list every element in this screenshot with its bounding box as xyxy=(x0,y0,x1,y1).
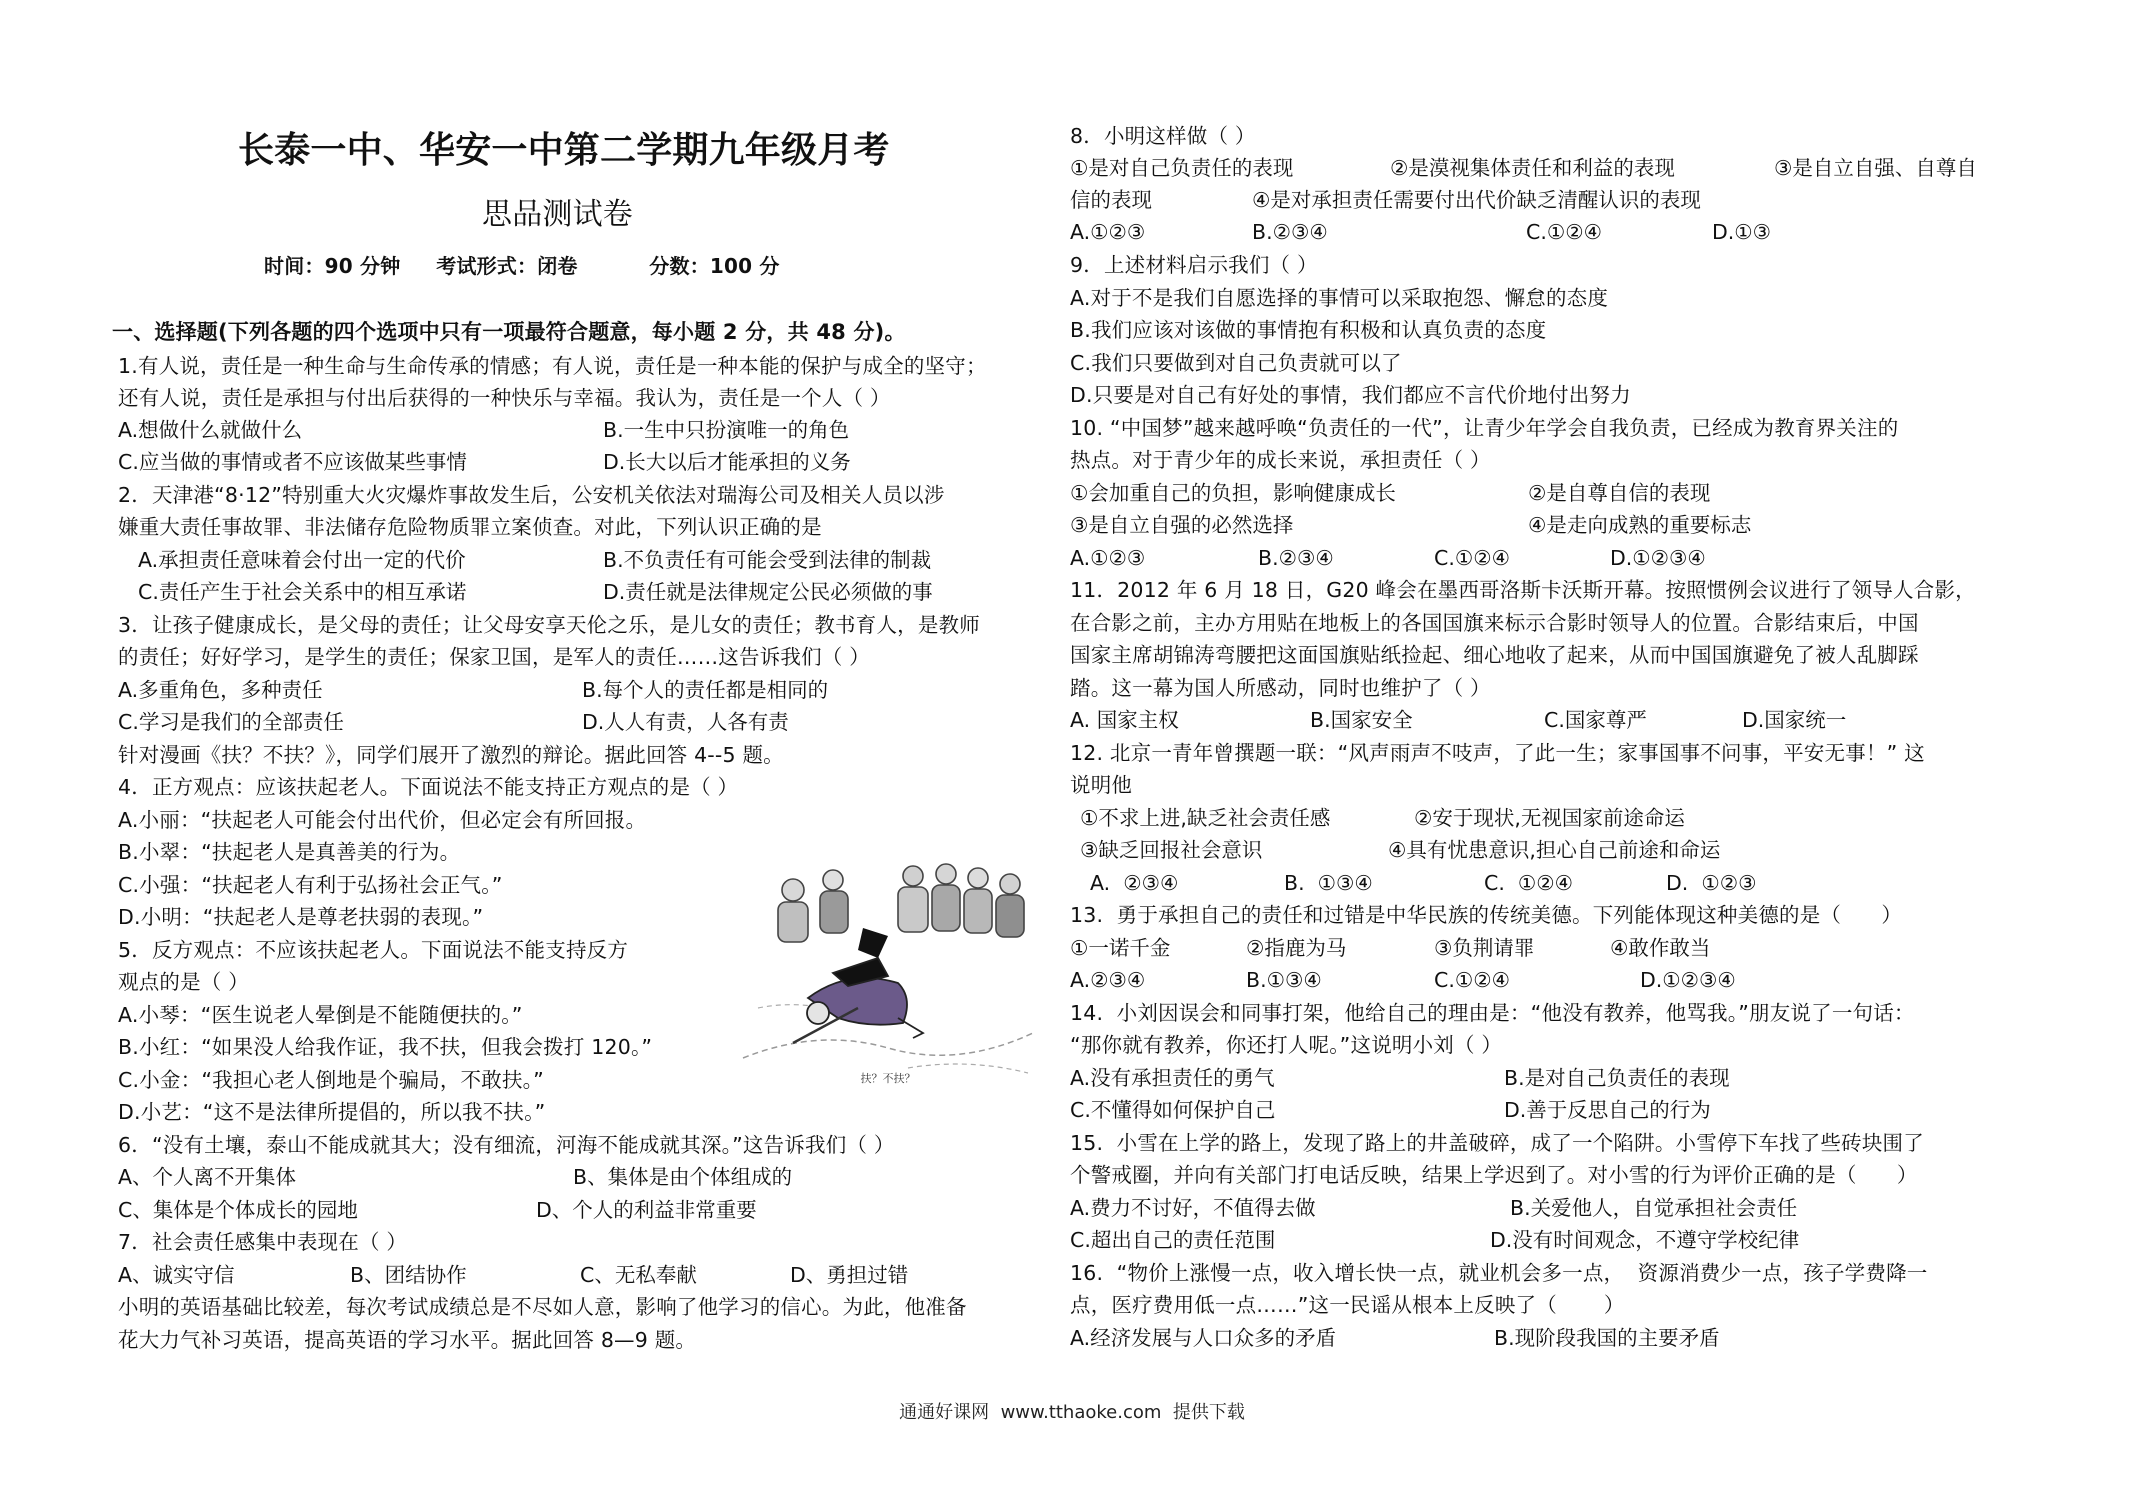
cartoon-drawing xyxy=(738,858,1038,1088)
q12-option-b: B. ①③④ xyxy=(1284,871,1373,895)
q5-option-a: A.小琴：“医生说老人晕倒是不能随便扶的。” xyxy=(118,1003,523,1027)
q15-option-c: C.超出自己的责任范围 xyxy=(1070,1228,1276,1252)
q2-option-c: C.责任产生于社会关系中的相互承诺 xyxy=(138,580,467,604)
cartoon-image xyxy=(738,858,1038,1088)
q7-option-b: B、团结协作 xyxy=(350,1263,467,1287)
q10-statements xyxy=(1070,511,1988,539)
q13-option-b: B.①③④ xyxy=(1246,968,1322,992)
q14-stem: “那你就有教养，你还打人呢。”这说明小刘（ ） xyxy=(1070,1033,1503,1057)
q9-option-c: C.我们只要做到对自己负责就可以了 xyxy=(1070,351,1402,375)
q10-statements xyxy=(1070,479,1988,507)
q12-statement-1: ①不求上进,缺乏社会责任感 xyxy=(1080,806,1331,830)
intro-8-9: 小明的英语基础比较差，每次考试成绩总是不尽如人意，影响了他学习的信心。为此，他准备 xyxy=(118,1295,967,1319)
q14-option-b: B.是对自己负责任的表现 xyxy=(1504,1066,1730,1090)
q14-option-c: C.不懂得如何保护自己 xyxy=(1070,1098,1276,1122)
q10-options xyxy=(1070,544,1988,572)
q16-stem: 点，医疗费用低一点……”这一民谣从根本上反映了（ ） xyxy=(1070,1293,1625,1317)
q7-options xyxy=(118,1261,1036,1289)
q1-stem: 1.有人说，责任是一种生命与生命传承的情感；有人说，责任是一种本能的保护与成全的坚守； xyxy=(118,354,987,378)
q3-option-b: B.每个人的责任都是相同的 xyxy=(582,678,829,702)
q13-options xyxy=(1070,966,1988,994)
q15-option-d: D.没有时间观念，不遵守学校纪律 xyxy=(1490,1228,1800,1252)
cartoon-caption: 扶？不扶？ xyxy=(860,1073,916,1085)
q2-option-a: A.承担责任意味着会付出一定的代价 xyxy=(138,548,466,572)
q12-statement-2: ②安于现状,无视国家前途命运 xyxy=(1414,806,1685,830)
q13-stem: 13. 勇于承担自己的责任和过错是中华民族的传统美德。下列能体现这种美德的是（ ） xyxy=(1070,903,1903,927)
q6-option-a: A、个人离不开集体 xyxy=(118,1165,297,1189)
q12-statements xyxy=(1070,804,1988,832)
q13-statement-4: ④敢作敢当 xyxy=(1610,936,1711,960)
q1-option-a: A.想做什么就做什么 xyxy=(118,418,303,442)
q6-option-d: D、个人的利益非常重要 xyxy=(536,1198,757,1222)
q14-option-d: D.善于反思自己的行为 xyxy=(1504,1098,1711,1122)
q15-option-a: A.费力不讨好，不值得去做 xyxy=(1070,1196,1316,1220)
q12-option-c: C. ①②④ xyxy=(1484,871,1573,895)
footer-watermark: 通通好课网 www.tthaoke.com 提供下载 xyxy=(899,1402,1245,1423)
q14-options xyxy=(1070,1064,1988,1092)
q9-option-d: D.只要是对自己有好处的事情，我们都应不言代价地付出努力 xyxy=(1070,383,1631,407)
q8-statements xyxy=(1070,186,1988,214)
q11-stem: 踏。这一幕为国人所感动，同时也维护了（ ） xyxy=(1070,676,1491,700)
q8-option-d: D.①③ xyxy=(1712,220,1772,244)
q5-stem: 5．反方观点：不应该扶起老人。下面说法不能支持反方 xyxy=(118,938,629,962)
q14-stem: 14. 小刘因误会和同事打架，他给自己的理由是：“他没有教养，他骂我。”朋友说了一句话： xyxy=(1070,1001,1915,1025)
q5-option-c: C.小金：“我担心老人倒地是个骗局，不敢扶。” xyxy=(118,1068,544,1092)
q10-statement-3: ③是自立自强的必然选择 xyxy=(1070,513,1294,537)
q10-stem: 10. “中国梦”越来越呼唤“负责任的一代”，让青少年学会自我负责，已经成为教育界关注的 xyxy=(1070,416,1899,440)
q15-stem: 15. 小雪在上学的路上，发现了路上的井盖破碎，成了一个陷阱。小雪停下车找了些砖块围了 xyxy=(1070,1131,1924,1155)
q10-statement-2: ②是自尊自信的表现 xyxy=(1528,481,1711,505)
q12-statements xyxy=(1070,836,1988,864)
q10-option-b: B.②③④ xyxy=(1258,546,1334,570)
q8-statement-3-cont: 信的表现 xyxy=(1070,188,1152,212)
q2-options xyxy=(118,546,1036,574)
q1-options xyxy=(118,448,1036,476)
q4-option-a: A.小丽：“扶起老人可能会付出代价，但必定会有所回报。 xyxy=(118,808,647,832)
q1-options xyxy=(118,416,1036,444)
q2-option-d: D.责任就是法律规定公民必须做的事 xyxy=(603,580,933,604)
q1-option-d: D.长大以后才能承担的义务 xyxy=(603,450,851,474)
q6-options xyxy=(118,1196,1036,1224)
q16-option-a: A.经济发展与人口众多的矛盾 xyxy=(1070,1326,1337,1350)
q2-option-b: B.不负责任有可能会受到法律的制裁 xyxy=(603,548,932,572)
q6-option-b: B、集体是由个体组成的 xyxy=(573,1165,793,1189)
q6-options xyxy=(118,1163,1036,1191)
q4-option-b: B.小翠：“扶起老人是真善美的行为。 xyxy=(118,840,461,864)
q13-statements xyxy=(1070,934,1988,962)
intro-8-9: 花大力气补习英语，提高英语的学习水平。据此回答 8—9 题。 xyxy=(118,1328,697,1352)
q7-option-c: C、无私奉献 xyxy=(580,1263,697,1287)
q10-stem: 热点。对于青少年的成长来说，承担责任（ ） xyxy=(1070,448,1491,472)
q14-options xyxy=(1070,1096,1988,1124)
q3-option-c: C.学习是我们的全部责任 xyxy=(118,710,344,734)
q7-option-d: D、勇担过错 xyxy=(790,1263,909,1287)
q12-stem: 12. 北京一青年曾撰题一联：“风声雨声不吱声，了此一生；家事国事不问事，平安无事！” 这 xyxy=(1070,741,1925,765)
q12-option-a: A. ②③④ xyxy=(1090,871,1179,895)
q12-option-d: D. ①②③ xyxy=(1666,871,1757,895)
q4-stem: 4．正方观点：应该扶起老人。下面说法不能支持正方观点的是（ ） xyxy=(118,775,739,799)
q11-options xyxy=(1070,706,1988,734)
q3-stem: 3．让孩子健康成长，是父母的责任；让父母安享天伦之乐，是儿女的责任；教书育人，是教师 xyxy=(118,613,980,637)
exam-subtitle: 思品测试卷 xyxy=(482,197,633,232)
q5-stem: 观点的是（ ） xyxy=(118,970,249,994)
q11-stem: 11．2012 年 6 月 18 日，G20 峰会在墨西哥洛斯卡沃斯开幕。按照惯例会议进行了领导人合影， xyxy=(1070,578,1976,602)
q16-options xyxy=(1070,1324,1988,1352)
q13-option-d: D.①②③④ xyxy=(1640,968,1736,992)
q12-stem: 说明他 xyxy=(1070,773,1133,797)
q5-option-b: B.小红：“如果没人给我作证，我不扶，但我会拨打 120。” xyxy=(118,1035,653,1059)
exam-meta: 时间：90 分钟 考试形式：闭卷 分数：100 分 xyxy=(264,254,780,278)
q11-option-c: C.国家尊严 xyxy=(1544,708,1647,732)
q6-stem: 6．“没有土壤，泰山不能成就其大；没有细流，河海不能成就其深。”这告诉我们（ ） xyxy=(118,1133,895,1157)
q13-option-a: A.②③④ xyxy=(1070,968,1146,992)
q3-stem: 的责任；好好学习，是学生的责任；保家卫国，是军人的责任……这告诉我们（ ） xyxy=(118,645,870,669)
q8-statement-2: ②是漠视集体责任和利益的表现 xyxy=(1390,156,1675,180)
q8-statement-3: ③是自立自强、自尊自 xyxy=(1774,156,1977,180)
q16-option-b: B.现阶段我国的主要矛盾 xyxy=(1494,1326,1720,1350)
q13-statement-1: ①一诺千金 xyxy=(1070,936,1171,960)
q2-options xyxy=(118,578,1036,606)
q11-option-b: B.国家安全 xyxy=(1310,708,1413,732)
q8-statements xyxy=(1070,154,1988,182)
q11-option-a: A. 国家主权 xyxy=(1070,708,1179,732)
q8-options xyxy=(1070,218,1988,246)
q3-options xyxy=(118,676,1036,704)
q15-options xyxy=(1070,1194,1988,1222)
q3-option-a: A.多重角色，多种责任 xyxy=(118,678,323,702)
q7-option-a: A、诚实守信 xyxy=(118,1263,235,1287)
q4-option-c: C.小强：“扶起老人有利于弘扬社会正气。” xyxy=(118,873,503,897)
q6-option-c: C、集体是个体成长的园地 xyxy=(118,1198,358,1222)
q8-option-a: A.①②③ xyxy=(1070,220,1146,244)
q12-statement-4: ④具有忧患意识,担心自己前途和命运 xyxy=(1388,838,1721,862)
q9-option-a: A.对于不是我们自愿选择的事情可以采取抱怨、懈怠的态度 xyxy=(1070,286,1609,310)
q2-stem: 2．天津港“8·12”特别重大火灾爆炸事故发生后，公安机关依法对瑞海公司及相关人员以涉 xyxy=(118,483,945,507)
q10-statement-1: ①会加重自己的负担，影响健康成长 xyxy=(1070,481,1396,505)
q11-stem: 国家主席胡锦涛弯腰把这面国旗贴纸捡起、细心地收了起来，从而中国国旗避免了被人乱脚踩 xyxy=(1070,643,1919,667)
q13-statement-2: ②指鹿为马 xyxy=(1246,936,1347,960)
intro-4-5: 针对漫画《扶？不扶？》，同学们展开了激烈的辩论。据此回答 4--5 题。 xyxy=(118,743,784,767)
q4-option-d: D.小明：“扶起老人是尊老扶弱的表现。” xyxy=(118,905,484,929)
section-heading: 一、选择题(下列各题的四个选项中只有一项最符合题意，每小题 2 分，共 48 分)。 xyxy=(112,320,906,344)
q8-statement-1: ①是对自己负责任的表现 xyxy=(1070,156,1294,180)
q15-stem: 个警戒圈，并向有关部门打电话反映，结果上学迟到了。对小雪的行为评价正确的是（ ） xyxy=(1070,1163,1918,1187)
q11-stem: 在合影之前，主办方用贴在地板上的各国国旗来标示合影时领导人的位置。合影结束后，中国 xyxy=(1070,611,1919,635)
q1-stem: 还有人说，责任是承担与付出后获得的一种快乐与幸福。我认为，责任是一个人（ ） xyxy=(118,386,891,410)
q13-option-c: C.①②④ xyxy=(1434,968,1510,992)
q2-stem: 嫌重大责任事故罪、非法储存危险物质罪立案侦查。对此，下列认识正确的是 xyxy=(118,515,822,539)
q7-stem: 7．社会责任感集中表现在（ ） xyxy=(118,1230,408,1254)
q10-option-c: C.①②④ xyxy=(1434,546,1510,570)
q8-stem: 8．小明这样做（ ） xyxy=(1070,124,1256,148)
q11-option-d: D.国家统一 xyxy=(1742,708,1847,732)
q1-option-c: C.应当做的事情或者不应该做某些事情 xyxy=(118,450,467,474)
q3-options xyxy=(118,708,1036,736)
q12-options xyxy=(1070,869,1988,897)
exam-title: 长泰一中、华安一中第二学期九年级月考 xyxy=(238,129,890,171)
q9-stem: 9．上述材料启示我们（ ） xyxy=(1070,253,1318,277)
q8-option-c: C.①②④ xyxy=(1526,220,1602,244)
q14-option-a: A.没有承担责任的勇气 xyxy=(1070,1066,1275,1090)
q13-statement-3: ③负荆请罪 xyxy=(1434,936,1535,960)
q16-stem: 16. “物价上涨慢一点，收入增长快一点，就业机会多一点， 资源消费少一点，孩子学费降一 xyxy=(1070,1261,1928,1285)
q10-option-a: A.①②③ xyxy=(1070,546,1146,570)
q15-option-b: B.关爱他人，自觉承担社会责任 xyxy=(1510,1196,1798,1220)
q12-statement-3: ③缺乏回报社会意识 xyxy=(1080,838,1263,862)
q1-option-b: B.一生中只扮演唯一的角色 xyxy=(603,418,850,442)
q10-statement-4: ④是走向成熟的重要标志 xyxy=(1528,513,1752,537)
q10-option-d: D.①②③④ xyxy=(1610,546,1706,570)
q3-option-d: D.人人有责，人各有责 xyxy=(582,710,789,734)
q8-statement-4: ④是对承担责任需要付出代价缺乏清醒认识的表现 xyxy=(1252,188,1701,212)
q15-options xyxy=(1070,1226,1988,1254)
q8-option-b: B.②③④ xyxy=(1252,220,1328,244)
q5-option-d: D.小艺：“这不是法律所提倡的，所以我不扶。” xyxy=(118,1100,546,1124)
q9-option-b: B.我们应该对该做的事情抱有积极和认真负责的态度 xyxy=(1070,318,1547,342)
